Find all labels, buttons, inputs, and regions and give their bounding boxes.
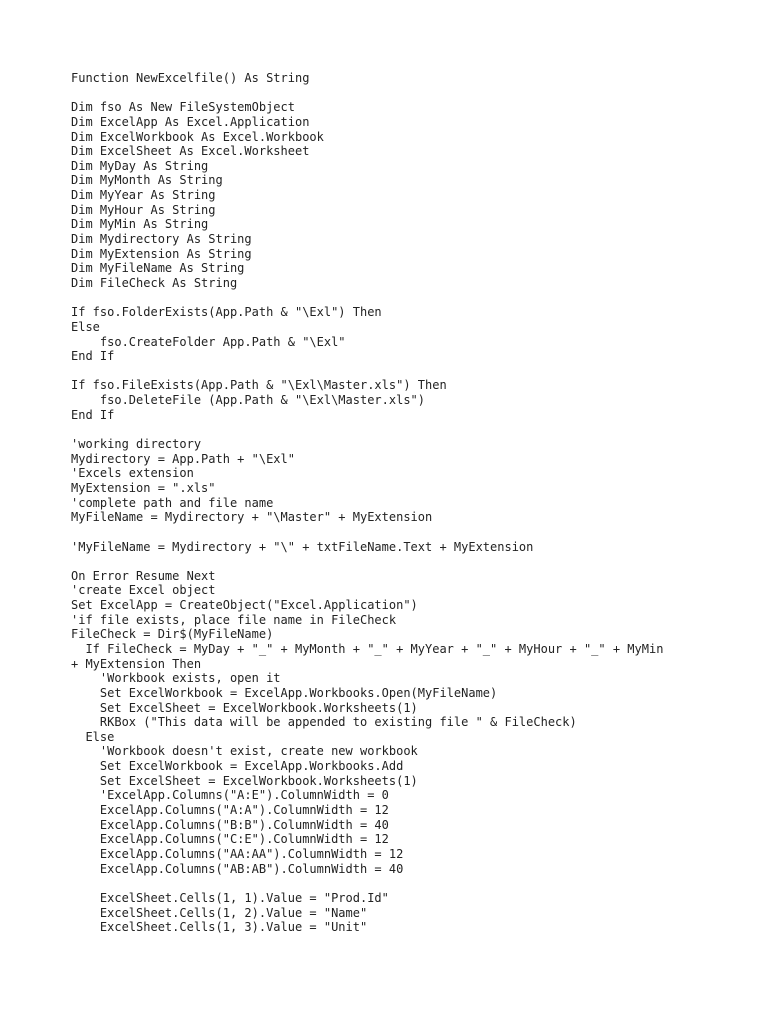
code-line: 'Workbook doesn't exist, create new workbook: [71, 744, 418, 759]
code-line: 'if file exists, place file name in FileCheck: [71, 612, 397, 627]
code-line: ExcelApp.Columns("C:E").ColumnWidth = 12: [71, 832, 389, 847]
code-line: [71, 364, 751, 379]
code-line: Dim MyExtension As String: [71, 246, 252, 261]
code-line: FileCheck = Dir$(MyFileName): [71, 627, 274, 642]
code-line: End If: [71, 407, 115, 422]
code-listing: [71, 71, 751, 935]
code-line: Dim MyFileName As String: [71, 261, 245, 276]
code-line: [71, 876, 751, 891]
code-line: 'working directory: [71, 437, 202, 452]
code-line: [71, 422, 751, 437]
code-line: Dim FileCheck As String: [71, 275, 238, 290]
code-line: + MyExtension Then: [71, 656, 202, 671]
code-line: 'Workbook exists, open it: [71, 671, 281, 686]
code-line: [71, 86, 751, 101]
code-line: If FileCheck = MyDay + "_" + MyMonth + "_" + MyYear + "_" + MyHour + "_" + MyMin: [71, 641, 664, 656]
code-line: Set ExcelApp = CreateObject("Excel.Application"): [71, 598, 418, 613]
code-line: Dim MyHour As String: [71, 202, 216, 217]
code-line: ExcelSheet.Cells(1, 3).Value = "Unit": [71, 920, 368, 935]
code-line: ExcelApp.Columns("AA:AA").ColumnWidth = 12: [71, 846, 404, 861]
code-line: Dim ExcelApp As Excel.Application: [71, 114, 310, 129]
code-line: ExcelSheet.Cells(1, 1).Value = "Prod.Id": [71, 890, 389, 905]
code-line: ExcelApp.Columns("A:A").ColumnWidth = 12: [71, 803, 389, 818]
code-line: [71, 525, 751, 540]
code-line: 'create Excel object: [71, 583, 216, 598]
code-line: fso.DeleteFile (App.Path & "\Exl\Master.xls"): [71, 393, 426, 408]
code-line: Dim MyDay As String: [71, 158, 209, 173]
code-line: ExcelApp.Columns("AB:AB").ColumnWidth = 40: [71, 861, 404, 876]
code-line: Set ExcelWorkbook = ExcelApp.Workbooks.Open(MyFileName): [71, 685, 498, 700]
code-line: Dim ExcelSheet As Excel.Worksheet: [71, 144, 310, 159]
code-line: Dim Mydirectory As String: [71, 232, 252, 247]
code-line: On Error Resume Next: [71, 568, 216, 583]
code-line: 'ExcelApp.Columns("A:E").ColumnWidth = 0: [71, 788, 389, 803]
code-line: If fso.FolderExists(App.Path & "\Exl") Then: [71, 305, 382, 320]
code-line: Function NewExcelfile() As String: [71, 71, 310, 85]
code-line: MyExtension = ".xls": [71, 480, 216, 495]
code-line: Set ExcelSheet = ExcelWorkbook.Worksheets(1): [71, 773, 418, 788]
code-line: Else: [71, 729, 115, 744]
code-line: Dim fso As New FileSystemObject: [71, 100, 295, 115]
code-line: Else: [71, 319, 100, 334]
code-line: Set ExcelWorkbook = ExcelApp.Workbooks.Add: [71, 759, 404, 774]
code-line: Dim MyMin As String: [71, 217, 209, 232]
code-line: fso.CreateFolder App.Path & "\Exl": [71, 334, 346, 349]
code-line: RKBox ("This data will be appended to existing file " & FileCheck): [71, 715, 577, 730]
code-line: Dim MyYear As String: [71, 188, 216, 203]
code-line: Dim ExcelWorkbook As Excel.Workbook: [71, 129, 324, 144]
code-line: Set ExcelSheet = ExcelWorkbook.Worksheets(1): [71, 700, 418, 715]
code-line: ExcelSheet.Cells(1, 2).Value = "Name": [71, 905, 368, 920]
code-line: Mydirectory = App.Path + "\Exl": [71, 451, 295, 466]
code-line: 'MyFileName = Mydirectory + "\" + txtFileName.Text + MyExtension: [71, 539, 534, 554]
code-line: MyFileName = Mydirectory + "\Master" + MyExtension: [71, 510, 433, 525]
code-line: 'Excels extension: [71, 466, 194, 481]
code-line: [71, 554, 751, 569]
code-line: Dim MyMonth As String: [71, 173, 223, 188]
code-line: [71, 291, 751, 306]
code-line: 'complete path and file name: [71, 495, 274, 510]
code-line: End If: [71, 349, 115, 364]
code-line: ExcelApp.Columns("B:B").ColumnWidth = 40: [71, 817, 389, 832]
code-line: If fso.FileExists(App.Path & "\Exl\Master.xls") Then: [71, 378, 447, 393]
